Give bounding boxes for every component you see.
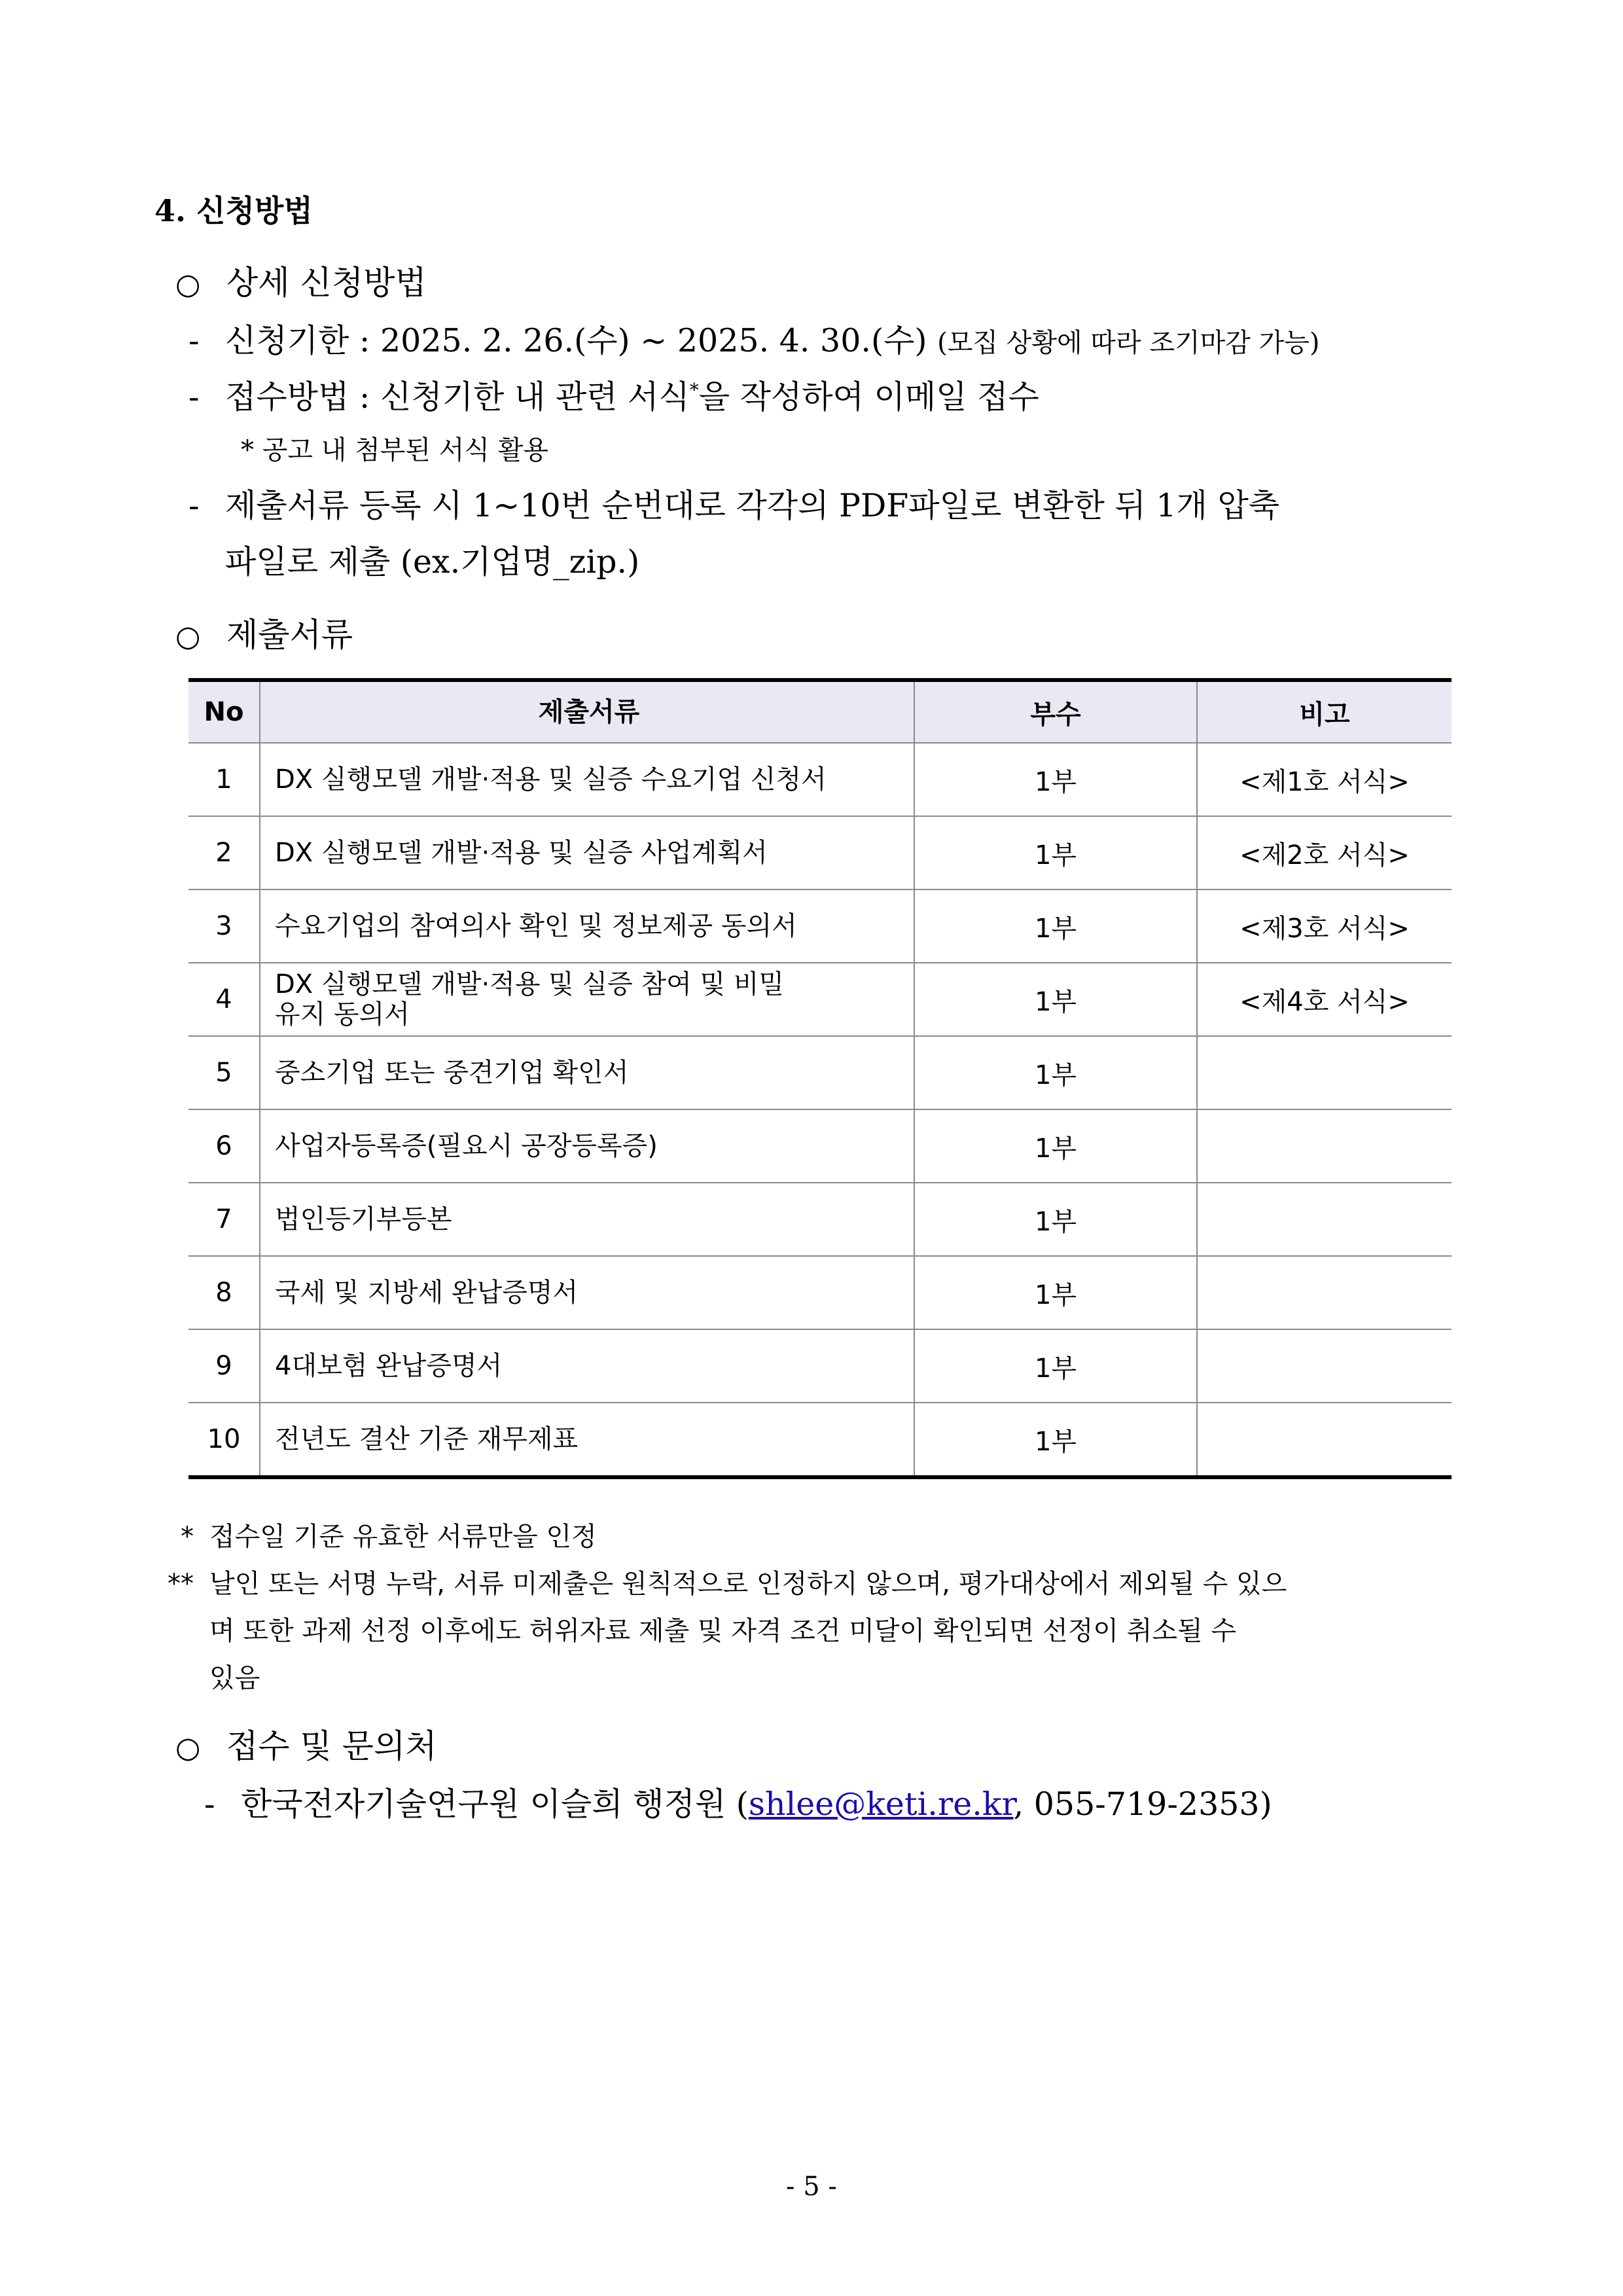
- row-no: 5: [188, 1036, 260, 1109]
- bullet-circle-icon: ○: [175, 268, 201, 301]
- row-memo: <제3호 서식>: [1197, 889, 1452, 963]
- table-row: [188, 963, 1452, 1036]
- contact-heading: [175, 1720, 437, 1767]
- method-heading-text: 상세 신청방법: [226, 264, 427, 302]
- table-row: [188, 1109, 1452, 1183]
- reception-footnote: * 공고 내 첨부된 서식 활용: [241, 435, 548, 465]
- row-no: 2: [188, 816, 260, 889]
- reception-asterisk: *: [689, 379, 699, 401]
- row-copies: 1부: [914, 1256, 1197, 1329]
- bullet-circle-icon: ○: [175, 620, 201, 653]
- row-copies: 1부: [914, 963, 1197, 1036]
- row-name-line1: DX 실행모델 개발·적용 및 실증 참여 및 비밀: [275, 969, 785, 999]
- row-copies: 1부: [914, 1403, 1197, 1477]
- table-row: [188, 1256, 1452, 1329]
- contact-email-link[interactable]: shlee@keti.re.kr: [748, 1785, 1014, 1823]
- row-copies: 1부: [914, 1109, 1197, 1183]
- reception-label-rest: 을 작성하여 이메일 접수: [698, 378, 1039, 416]
- row-memo: [1197, 1403, 1452, 1477]
- reception-label: 접수방법 : 신청기한 내 관련 서식: [225, 378, 690, 416]
- submission-line: [188, 480, 1279, 526]
- row-name: 국세 및 지방세 완납증명서: [260, 1256, 914, 1329]
- row-name: 법인등기부등본: [260, 1183, 914, 1256]
- row-copies: 1부: [914, 889, 1197, 963]
- row-name: DX 실행모델 개발·적용 및 실증 사업계획서: [260, 816, 914, 889]
- documents-table: [188, 678, 1452, 1479]
- row-copies: 1부: [914, 1329, 1197, 1403]
- bullet-circle-icon: ○: [175, 1731, 201, 1765]
- row-memo: <제2호 서식>: [1197, 816, 1452, 889]
- deadline-line: [188, 315, 1320, 361]
- row-name-line2: 유지 동의서: [275, 999, 410, 1030]
- contact-heading-text: 접수 및 문의처: [226, 1727, 437, 1765]
- note-2-text-line2: 며 또한 과제 선정 이후에도 허위자료 제출 및 자격 조건 미달이 확인되면 선정이 취소될 수: [209, 1616, 1237, 1646]
- reception-line: [188, 372, 1039, 418]
- row-no: 8: [188, 1256, 260, 1329]
- page-number: - 5 -: [786, 2172, 837, 2202]
- note-1-text: 접수일 기준 유효한 서류만을 인정: [209, 1522, 597, 1552]
- deadline-note: (모집 상황에 따라 조기마감 가능): [937, 328, 1320, 358]
- note-double-asterisk: **: [168, 1569, 194, 1599]
- row-no: 3: [188, 889, 260, 963]
- row-no: 10: [188, 1403, 260, 1477]
- row-name: [260, 963, 914, 1036]
- table-row: [188, 1036, 1452, 1109]
- deadline-label: 신청기한 : 2025. 2. 26.(수) ~ 2025. 4. 30.(수): [225, 322, 927, 359]
- row-memo: [1197, 1183, 1452, 1256]
- header-copies: 부수: [914, 680, 1197, 743]
- contact-line: [204, 1779, 1272, 1825]
- table-note-1: [181, 1516, 597, 1553]
- table-row: [188, 743, 1452, 816]
- row-name: 수요기업의 참여의사 확인 및 정보제공 동의서: [260, 889, 914, 963]
- header-name: 제출서류: [260, 680, 914, 743]
- table-header-row: [188, 680, 1452, 743]
- row-copies: 1부: [914, 743, 1197, 816]
- row-no: 6: [188, 1109, 260, 1183]
- row-no: 4: [188, 963, 260, 1036]
- row-name: 중소기업 또는 중견기업 확인서: [260, 1036, 914, 1109]
- dash-mark: -: [188, 378, 200, 416]
- row-memo: [1197, 1036, 1452, 1109]
- row-memo: [1197, 1109, 1452, 1183]
- submission-text-line2: 파일로 제출 (ex.기업명_zip.): [225, 543, 640, 581]
- contact-name: 한국전자기술연구원 이슬희 행정원 (: [241, 1785, 749, 1823]
- row-memo: <제1호 서식>: [1197, 743, 1452, 816]
- row-copies: 1부: [914, 1036, 1197, 1109]
- table-row: [188, 1183, 1452, 1256]
- row-no: 1: [188, 743, 260, 816]
- note-2-text-line3: 있음: [209, 1663, 260, 1693]
- note-2-text-line1: 날인 또는 서명 누락, 서류 미제출은 원칙적으로 인정하지 않으며, 평가대상에서 제외될 수 있으: [209, 1569, 1287, 1599]
- header-memo: 비고: [1197, 680, 1452, 743]
- dash-mark: -: [188, 487, 200, 524]
- row-copies: 1부: [914, 1183, 1197, 1256]
- note-asterisk: *: [181, 1522, 194, 1552]
- dash-mark: -: [204, 1785, 215, 1823]
- table-row: [188, 1329, 1452, 1403]
- row-name: 사업자등록증(필요시 공장등록증): [260, 1109, 914, 1183]
- dash-mark: -: [188, 322, 200, 359]
- header-no: No: [188, 680, 260, 743]
- submission-text-line1: 제출서류 등록 시 1~10번 순번대로 각각의 PDF파일로 변환한 뒤 1개 압축: [225, 487, 1280, 524]
- table-row: [188, 816, 1452, 889]
- method-heading: [175, 257, 427, 304]
- row-no: 9: [188, 1329, 260, 1403]
- row-memo: [1197, 1256, 1452, 1329]
- row-name: DX 실행모델 개발·적용 및 실증 수요기업 신청서: [260, 743, 914, 816]
- row-name: 전년도 결산 기준 재무제표: [260, 1403, 914, 1477]
- row-memo: <제4호 서식>: [1197, 963, 1452, 1036]
- table-note-2: [168, 1563, 1287, 1600]
- row-memo: [1197, 1329, 1452, 1403]
- documents-heading-text: 제출서류: [226, 616, 353, 654]
- documents-heading: [175, 609, 353, 656]
- table-row: [188, 889, 1452, 963]
- section-heading: 4. 신청방법: [154, 193, 313, 228]
- row-no: 7: [188, 1183, 260, 1256]
- row-copies: 1부: [914, 816, 1197, 889]
- table-row: [188, 1403, 1452, 1477]
- contact-phone: , 055-719-2353): [1013, 1785, 1272, 1823]
- row-name: 4대보험 완납증명서: [260, 1329, 914, 1403]
